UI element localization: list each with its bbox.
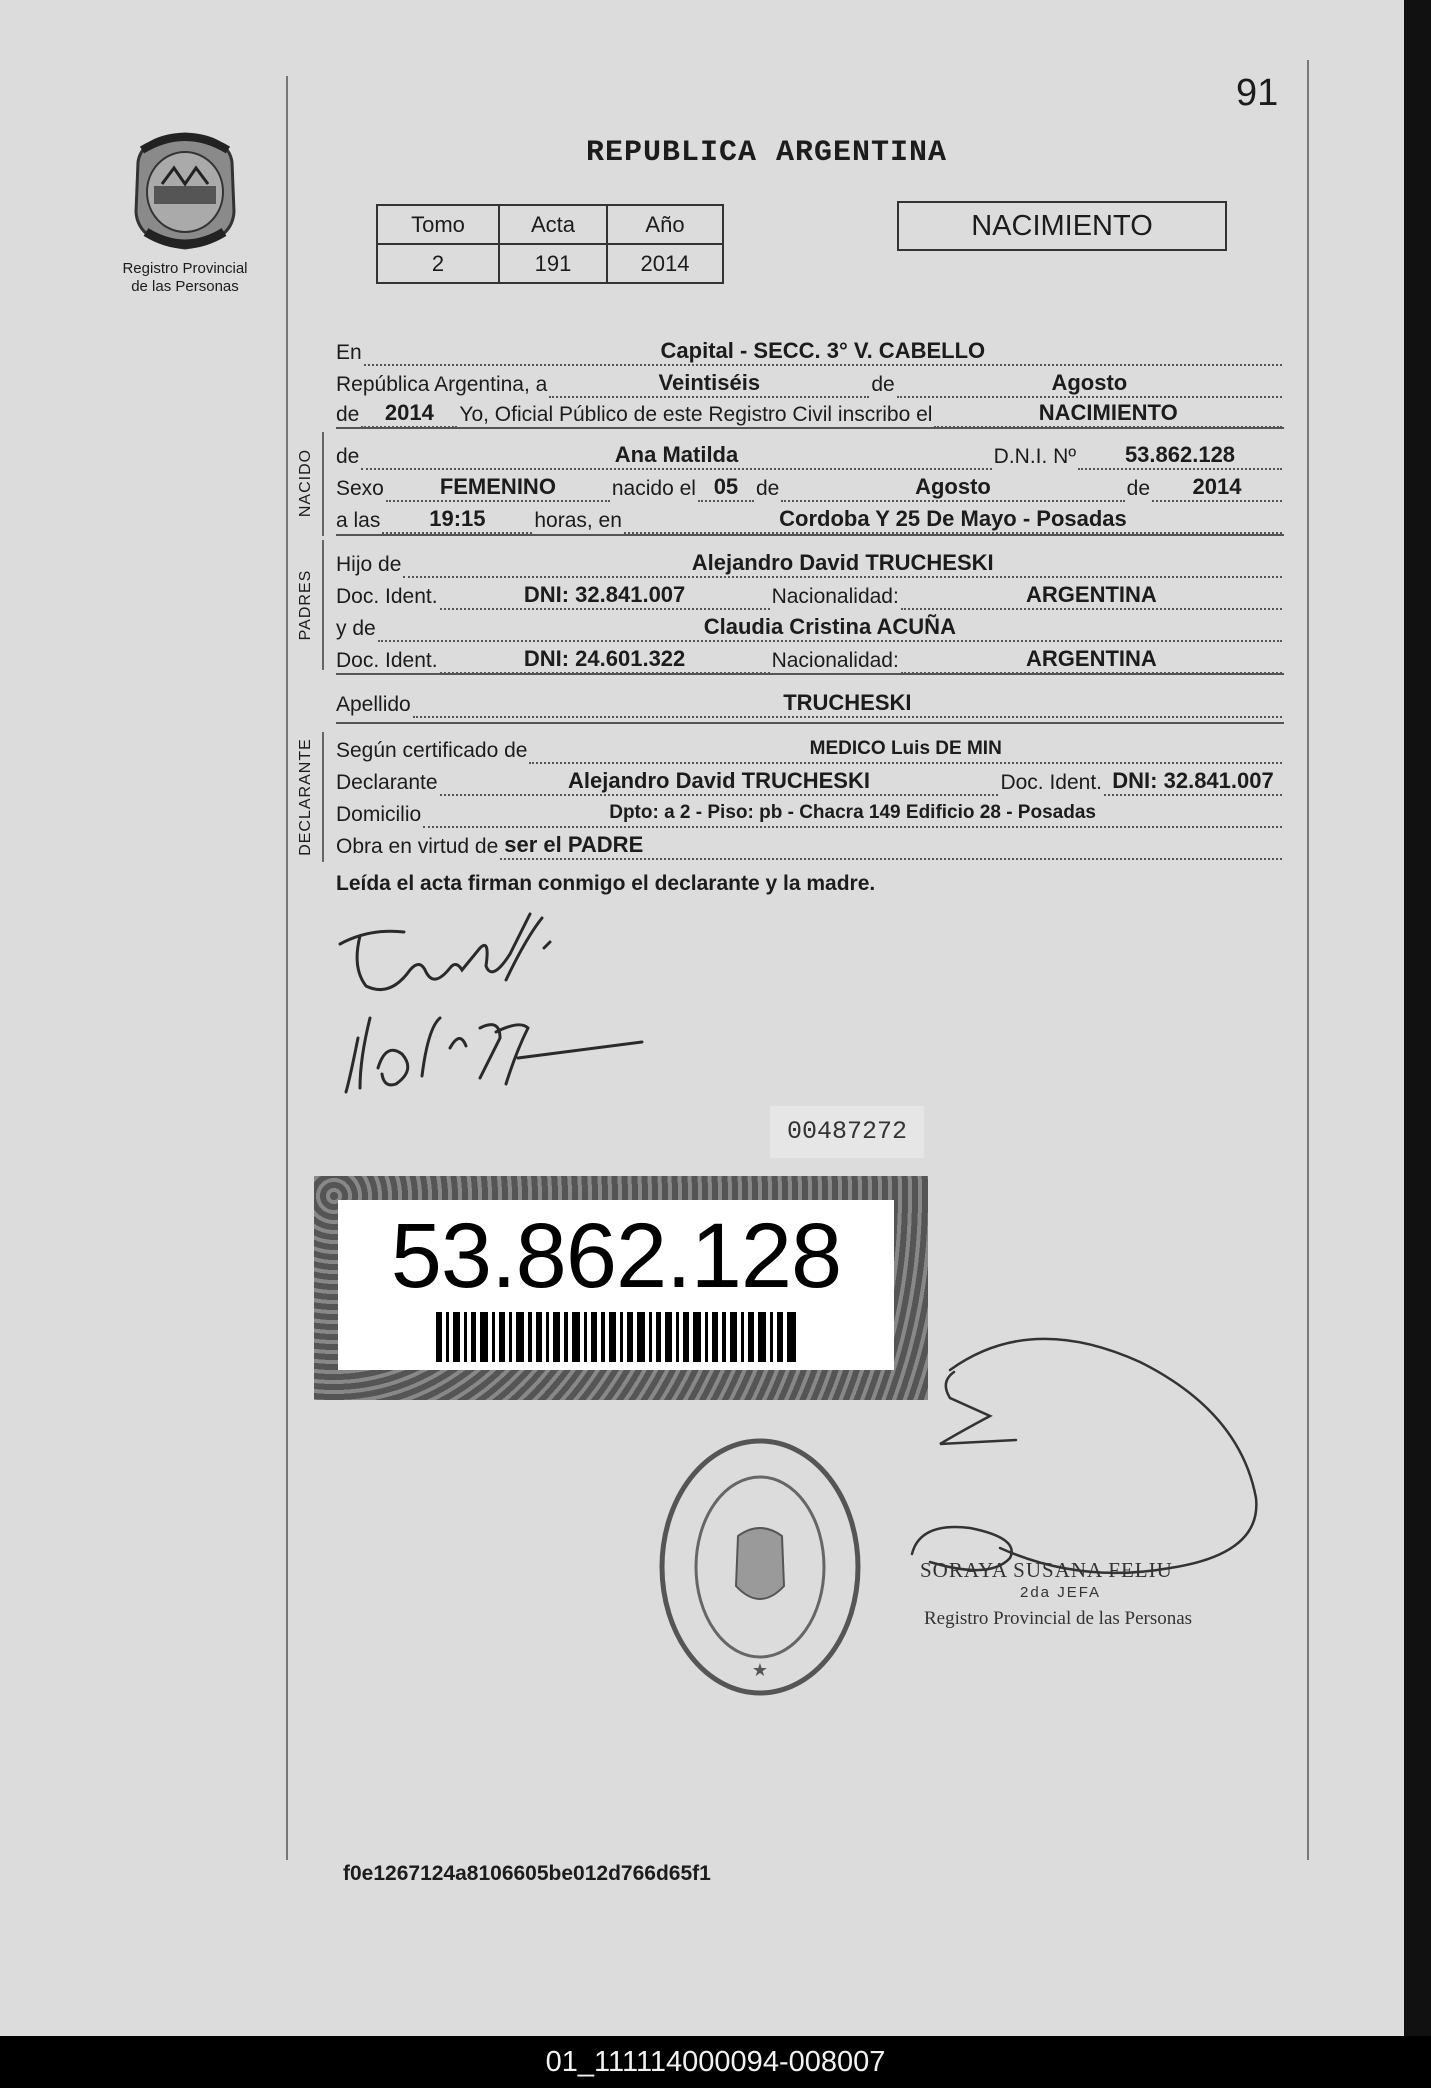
label-de-nombre: de — [336, 445, 360, 468]
label-doc-ident-madre: Doc. Ident. — [336, 649, 438, 672]
side-label-padres: PADRES — [297, 569, 314, 641]
line-apellido — [336, 686, 1284, 718]
document-title: REPUBLICA ARGENTINA — [586, 136, 948, 170]
label-segun: Según certificado de — [336, 739, 528, 762]
official-stamp-icon — [658, 1436, 862, 1698]
declarante-bracket — [322, 732, 324, 862]
label-de-nac-mes: de — [755, 477, 780, 500]
field-padre-doc: DNI: 32.841.007 — [523, 582, 686, 607]
field-apellido: TRUCHESKI — [783, 690, 912, 715]
field-padre-nac: ARGENTINA — [1026, 582, 1157, 607]
field-hora: 19:15 — [429, 506, 486, 531]
label-nacionalidad-padre: Nacionalidad: — [771, 585, 899, 608]
label-domicilio: Domicilio — [336, 803, 422, 826]
label-dni: D.N.I. Nº — [993, 445, 1076, 468]
line-obra — [336, 828, 1284, 860]
page-number: 91 — [1236, 72, 1279, 114]
line-republica — [336, 366, 1284, 398]
field-obra: ser el PADRE — [504, 832, 644, 857]
field-dia: Veintiséis — [658, 370, 761, 395]
label-doc-ident-declarante: Doc. Ident. — [1000, 771, 1102, 794]
label-a-las: a las — [336, 509, 381, 532]
sticker-label — [338, 1200, 894, 1370]
official-name: SORAYA SUSANA FELIU — [920, 1558, 1173, 1582]
line-sexo — [336, 470, 1284, 502]
read-note: Leída el acta firman conmigo el declarante y la madre. — [336, 872, 876, 895]
separator — [336, 722, 1284, 724]
anio-header: Año — [607, 205, 723, 244]
line-hora — [336, 502, 1284, 534]
line-madre — [336, 610, 1284, 642]
field-declarante: Alejandro David TRUCHESKI — [568, 768, 870, 793]
scan-edge — [1404, 0, 1431, 2036]
field-declarante-doc: DNI: 32.841.007 — [1112, 768, 1274, 793]
label-doc-ident-padre: Doc. Ident. — [336, 585, 438, 608]
field-madre-doc: DNI: 24.601.322 — [523, 646, 686, 671]
label-de-nac-anio: de — [1126, 477, 1150, 500]
field-mes: Agosto — [1051, 370, 1128, 395]
line-nombre — [336, 438, 1284, 470]
dni-sticker — [314, 1176, 928, 1400]
line-certificado — [336, 732, 1284, 764]
field-madre: Claudia Cristina ACUÑA — [703, 614, 956, 639]
label-de-anio: de — [336, 403, 360, 426]
padres-bracket — [322, 540, 324, 670]
sticker-number: 53.862.128 — [390, 1205, 842, 1307]
side-label-nacido: NACIDO — [297, 448, 314, 518]
field-acto: NACIMIENTO — [1038, 400, 1178, 425]
svg-text:★: ★ — [751, 1660, 769, 1681]
label-obra: Obra en virtud de — [336, 835, 499, 858]
label-yo: Yo, Oficial Público de este Registro Civil inscribo el — [459, 403, 933, 426]
side-label-declarante: DECLARANTE — [297, 738, 314, 856]
field-dni: 53.862.128 — [1124, 442, 1236, 467]
record-type-box: NACIMIENTO — [897, 201, 1227, 251]
label-sexo: Sexo — [336, 477, 384, 500]
acta-header: Acta — [499, 205, 607, 244]
field-lugar: Capital - SECC. 3° V. CABELLO — [660, 338, 986, 363]
record-table — [376, 204, 724, 284]
left-margin-line — [286, 76, 288, 1860]
official-role: 2da JEFA — [1020, 1584, 1102, 1601]
line-declarante — [336, 764, 1284, 796]
line-anio — [336, 396, 1284, 428]
tomo-value: 2 — [377, 244, 499, 283]
tomo-header: Tomo — [377, 205, 499, 244]
label-republica: República Argentina, a — [336, 373, 548, 396]
label-horas: horas, en — [534, 509, 622, 532]
field-nac-anio: 2014 — [1192, 474, 1242, 499]
label-de-mes: de — [871, 373, 895, 396]
document-hash: f0e1267124a8106605be012d766d65f1 — [343, 1862, 711, 1885]
field-nac-mes: Agosto — [915, 474, 991, 499]
field-certificado: MEDICO Luis DE MIN — [809, 738, 1002, 759]
registry-caption-line-1: Registro Provincial — [122, 260, 248, 277]
registry-caption — [110, 260, 260, 296]
separator — [336, 673, 1284, 675]
label-hijo-de: Hijo de — [336, 553, 402, 576]
record-table-value-row — [377, 244, 723, 283]
label-nacido: nacido el — [611, 477, 696, 500]
anio-value: 2014 — [607, 244, 723, 283]
signature-declarante-icon — [330, 908, 660, 1100]
nacido-bracket — [322, 432, 324, 536]
footer-id: 01_111114000094-008007 — [0, 2036, 1431, 2088]
line-padre-doc — [336, 578, 1284, 610]
serial-number: 00487272 — [770, 1106, 924, 1158]
separator — [336, 427, 1284, 429]
label-declarante: Declarante — [336, 771, 438, 794]
field-nac-dia: 05 — [713, 474, 739, 499]
acta-value: 191 — [499, 244, 607, 283]
signature-official-icon — [910, 1322, 1274, 1590]
field-anio: 2014 — [384, 400, 434, 425]
line-madre-doc — [336, 642, 1284, 674]
right-margin-line — [1307, 60, 1309, 1860]
separator — [336, 534, 1284, 536]
province-seal-icon — [128, 128, 242, 252]
line-en — [336, 334, 1284, 366]
label-en: En — [336, 341, 362, 364]
barcode-icon — [436, 1312, 796, 1362]
record-table-header-row — [377, 205, 723, 244]
label-apellido: Apellido — [336, 693, 411, 716]
label-y-de: y de — [336, 617, 376, 640]
field-sexo: FEMENINO — [439, 474, 556, 499]
field-nombre: Ana Matilda — [614, 442, 739, 467]
field-domicilio: Dpto: a 2 - Piso: pb - Chacra 149 Edificio 28 - Posadas — [609, 802, 1096, 823]
field-padre: Alejandro David TRUCHESKI — [691, 550, 994, 575]
field-madre-nac: ARGENTINA — [1026, 646, 1157, 671]
label-nacionalidad-madre: Nacionalidad: — [771, 649, 899, 672]
line-padre — [336, 546, 1284, 578]
official-org: Registro Provincial de las Personas — [924, 1608, 1193, 1629]
registry-caption-line-2: de las Personas — [131, 278, 239, 295]
field-lugar-nac: Cordoba Y 25 De Mayo - Posadas — [779, 506, 1127, 531]
line-domicilio — [336, 796, 1284, 828]
